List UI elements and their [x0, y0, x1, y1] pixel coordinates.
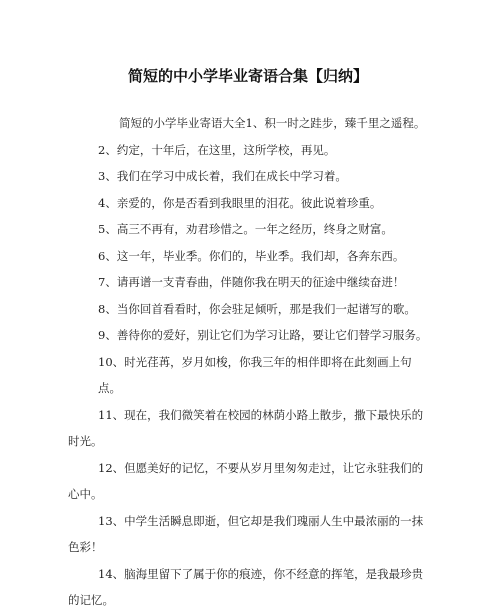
paragraph: 14、脑海里留下了属于你的痕迹，你不经意的挥笔，是我最珍贵的记忆。 — [68, 566, 424, 607]
paragraph: 7、请再谱一支青春曲，伴随你我在明天的征途中继续奋进！ — [98, 275, 405, 289]
paragraph: 10、时光荏苒，岁月如梭，你我三年的相伴即将在此刻画上句点。 — [98, 354, 412, 395]
paragraph: 8、当你回首看看时，你会驻足倾听，那是我们一起谱写的歌。 — [98, 301, 416, 316]
paragraph: 13、中学生活瞬息即逝，但它却是我们瑰丽人生中最浓丽的一抹色彩！ — [68, 513, 424, 554]
document-title: 简短的中小学毕业寄语合集【归纳】 — [127, 67, 368, 85]
paragraph: 5、高三不再有，劝君珍惜之。一年之经历，终身之财富。 — [98, 222, 393, 236]
paragraph: 11、现在，我们微笑着在校园的林荫小路上散步，撒下最快乐的时光。 — [68, 407, 424, 448]
document-body — [68, 110, 428, 614]
paragraph: 9、善待你的爱好，别让它们为学习让路，要让它们替学习服务。 — [98, 328, 428, 342]
paragraph: 12、但愿美好的记忆，不要从岁月里匆匆走过，让它永驻我们的心中。 — [68, 460, 424, 501]
paragraph: 3、我们在学习中成长着，我们在成长中学习着。 — [98, 169, 347, 183]
paragraph: 4、亲爱的，你是否看到我眼里的泪花。彼此说着珍重。 — [98, 195, 382, 210]
paragraph: 简短的小学毕业寄语大全1、积一时之跬步，臻千里之遥程。 — [119, 116, 426, 130]
paragraph: 2、约定，十年后，在这里，这所学校，再见。 — [98, 142, 336, 157]
paragraph: 6、这一年，毕业季。你们的，毕业季。我们却，各奔东西。 — [98, 248, 405, 263]
